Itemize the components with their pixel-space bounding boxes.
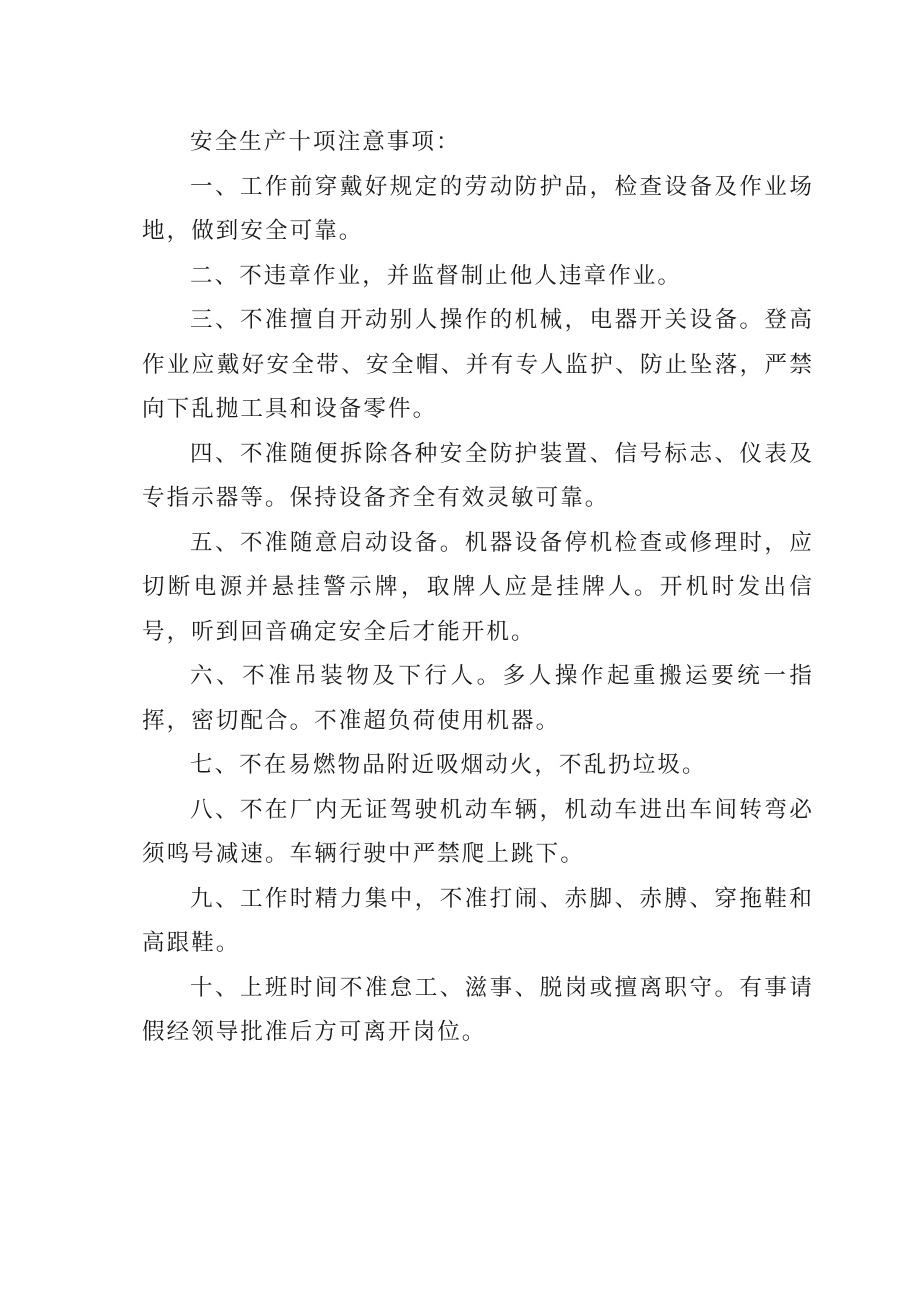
rule-item-3: 三、不准擅自开动别人操作的机械，电器开关设备。登高作业应戴好安全带、安全帽、并有专人监护、防止坠落，严禁向下乱抛工具和设备零件。 (142, 307, 814, 422)
rule-item-4: 四、不准随便拆除各种安全防护装置、信号标志、仪表及专指示器等。保持设备齐全有效灵敏可靠。 (142, 440, 814, 511)
rule-item-7: 七、不在易燃物品附近吸烟动火，不乱扔垃圾。 (190, 752, 707, 778)
rule-item-6: 六、不准吊装物及下行人。多人操作起重搬运要统一指挥，密切配合。不准超负荷使用机器。 (142, 663, 814, 734)
document-page (142, 120, 814, 1055)
rule-item-10: 十、上班时间不准怠工、滋事、脱岗或擅离职守。有事请假经领导批准后方可离开岗位。 (142, 974, 814, 1045)
document-title: 安全生产十项注意事项： (190, 129, 461, 155)
rule-item-5: 五、不准随意启动设备。机器设备停机检查或修理时，应切断电源并悬挂警示牌，取牌人应是挂牌人。开机时发出信号，听到回音确定安全后才能开机。 (142, 529, 814, 645)
rule-item-8: 八、不在厂内无证驾驶机动车辆，机动车进出车间转弯必须鸣号减速。车辆行驶中严禁爬上跳下。 (142, 796, 814, 867)
rule-item-2: 二、不违章作业，并监督制止他人违章作业。 (190, 262, 683, 289)
rule-item-1: 一、工作前穿戴好规定的劳动防护品，检查设备及作业场地，做到安全可靠。 (142, 173, 814, 244)
rule-item-9: 九、工作时精力集中，不准打闹、赤脚、赤膊、穿拖鞋和高跟鞋。 (142, 885, 814, 956)
